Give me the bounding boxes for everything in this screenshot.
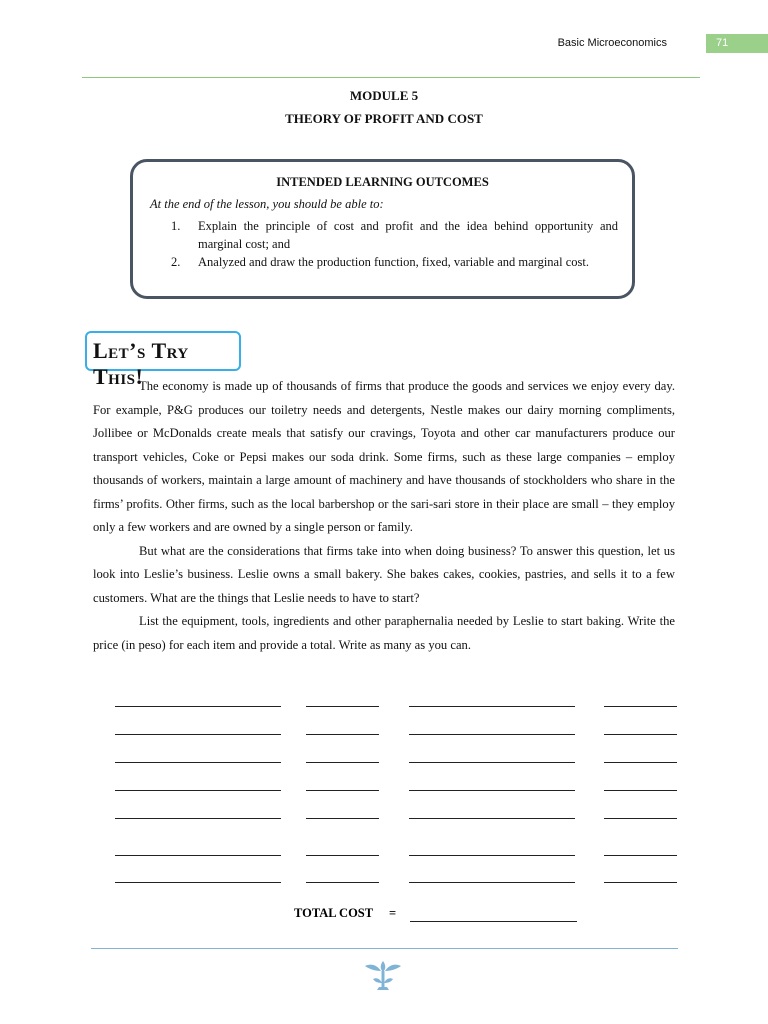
body-paragraph: The economy is made up of thousands of firms that produce the goods and services we enjoy every day. For example, P&G produces our toiletry needs and detergents, Nestle makes our dairy morning compliments, Jollibee or McDonalds create meals that satisfy our cravings, Toyota and other car manufacturers produce our transport vehicles, Coke or Pepsi makes our soda drink. Some firms, such as these large companies – employ thousands of workers, maintain a large amount of machinery and have thousands of stockholders who share in the firms’ profits. Other firms, such as the local barbershop or the sari-sari store in their place are small – they employ only a few workers and are owned by a single person or family. [93, 379, 675, 534]
body-paragraph: But what are the considerations that firms take into when doing business? To answer this question, let us look into Leslie’s business. Leslie owns a small bakery. She bakes cakes, cookies, pastries, and sells it to a few customers. What are the things that Leslie needs to have to start? [93, 543, 675, 605]
item-blank[interactable] [115, 762, 281, 763]
learning-outcome-text: Analyzed and draw the production function, fixed, variable and marginal cost. [198, 255, 589, 269]
footer-divider [91, 948, 678, 949]
learning-outcome-number: 2. [171, 255, 181, 269]
learning-outcomes-intro: At the end of the lesson, you should be able to: [150, 197, 384, 211]
price-blank[interactable] [604, 882, 677, 883]
learning-outcomes-heading: INTENDED LEARNING OUTCOMES [276, 175, 489, 189]
item-blank[interactable] [409, 762, 575, 763]
item-blank[interactable] [115, 790, 281, 791]
price-blank[interactable] [604, 855, 677, 856]
learning-outcomes-box [130, 159, 635, 299]
learning-outcomes-list [171, 218, 618, 273]
total-cost-label: TOTAL COST [294, 906, 374, 920]
item-blank[interactable] [115, 855, 281, 856]
price-blank[interactable] [306, 882, 379, 883]
item-blank[interactable] [115, 734, 281, 735]
learning-outcome-number: 1. [171, 219, 181, 233]
price-blank[interactable] [306, 818, 379, 819]
price-blank[interactable] [306, 706, 379, 707]
header-title: Basic Microeconomics [557, 37, 667, 49]
fleur-logo-icon [363, 957, 403, 993]
price-blank[interactable] [306, 855, 379, 856]
page-number-badge: 71 [706, 34, 768, 53]
total-cost-blank[interactable] [410, 921, 577, 922]
price-blank[interactable] [604, 706, 677, 707]
item-blank[interactable] [409, 855, 575, 856]
body-text [93, 375, 675, 657]
item-blank[interactable] [409, 790, 575, 791]
learning-outcome-text: Explain the principle of cost and profit and the idea behind opportunity and marginal cost; and [198, 219, 618, 251]
item-blank[interactable] [409, 818, 575, 819]
price-blank[interactable] [604, 762, 677, 763]
item-blank[interactable] [115, 882, 281, 883]
section-title-box [85, 331, 241, 389]
price-blank[interactable] [604, 790, 677, 791]
module-title: THEORY OF PROFIT AND COST [285, 111, 483, 126]
header-divider [82, 77, 700, 78]
module-number: MODULE 5 [349, 88, 419, 103]
section-title: Let’s Try This! [93, 338, 189, 389]
price-blank[interactable] [604, 818, 677, 819]
body-paragraph: List the equipment, tools, ingredients and other paraphernalia needed by Leslie to start baking. Write the price (in peso) for each item and provide a total. Write as many as you can. [93, 614, 675, 652]
item-blank[interactable] [409, 706, 575, 707]
item-blank[interactable] [409, 882, 575, 883]
item-blank[interactable] [409, 734, 575, 735]
learning-outcome-item [171, 218, 618, 253]
price-blank[interactable] [306, 762, 379, 763]
item-blank[interactable] [115, 818, 281, 819]
learning-outcome-item [171, 254, 618, 272]
total-cost-equals: = [389, 906, 397, 920]
price-blank[interactable] [306, 734, 379, 735]
price-blank[interactable] [604, 734, 677, 735]
price-blank[interactable] [306, 790, 379, 791]
item-blank[interactable] [115, 706, 281, 707]
